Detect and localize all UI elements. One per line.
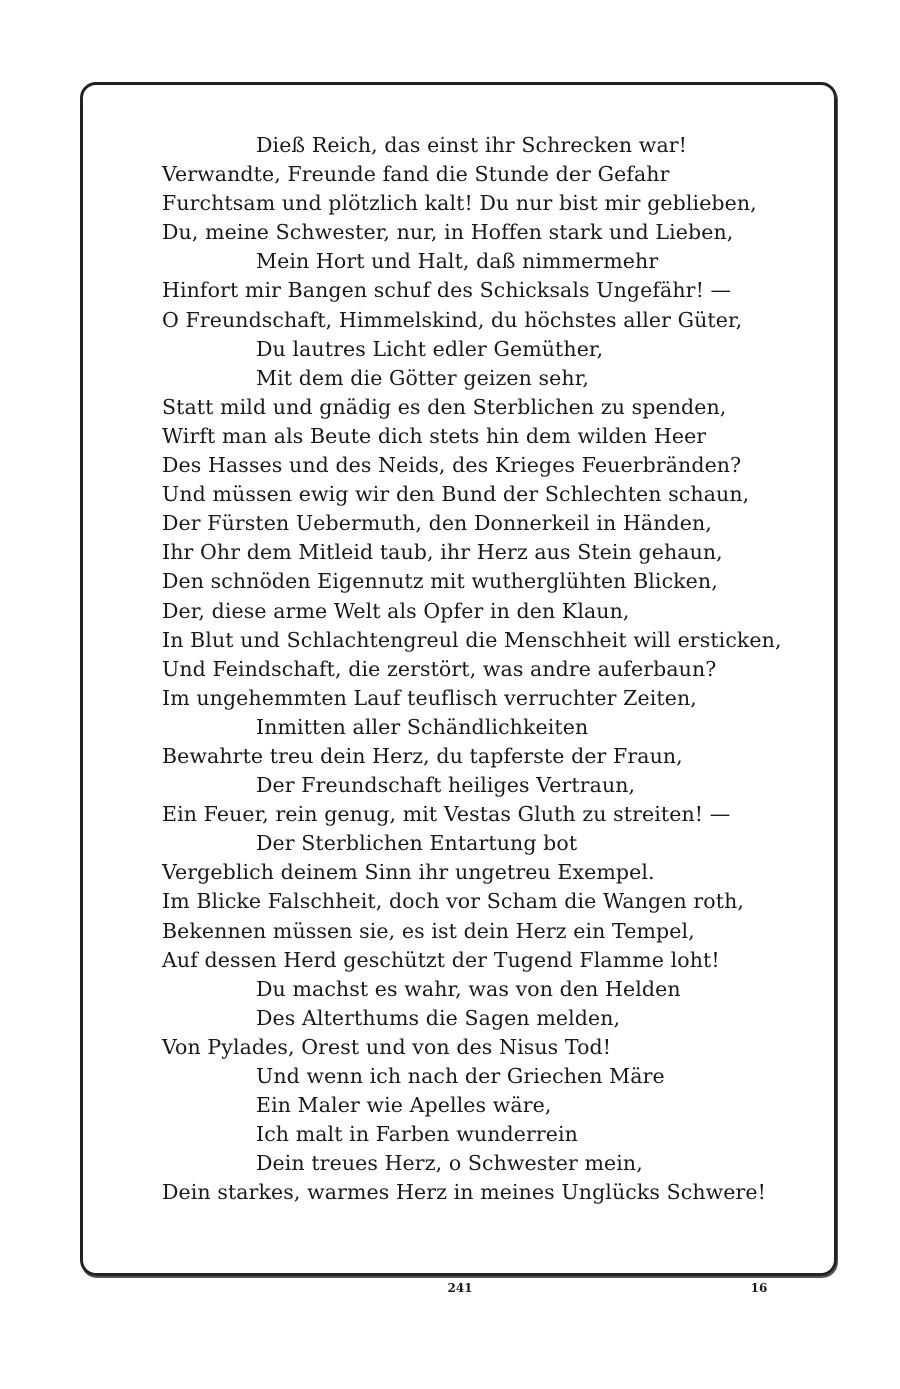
- poem-line: Und müssen ewig wir den Bund der Schlechten schaun,: [162, 482, 750, 507]
- page-number: 241: [447, 1281, 473, 1295]
- poem-line: Ein Maler wie Apelles wäre,: [256, 1093, 552, 1118]
- signature-mark: 16: [750, 1281, 768, 1295]
- poem-line: Bekennen müssen sie, es ist dein Herz ein Tempel,: [162, 918, 695, 943]
- poem-line: Vergeblich deinem Sinn ihr ungetreu Exempel.: [162, 860, 655, 885]
- poem-line: Der Freundschaft heiliges Vertraun,: [256, 773, 636, 798]
- poem-text-block: [162, 131, 802, 1207]
- poem-line: O Freundschaft, Himmelskind, du höchstes aller Güter,: [162, 307, 743, 332]
- poem-line: Des Hasses und des Neids, des Krieges Feuerbränden?: [162, 453, 742, 478]
- poem-line: In Blut und Schlachtengreul die Menschheit will ersticken,: [162, 627, 782, 652]
- poem-line: Hinfort mir Bangen schuf des Schicksals Ungefähr! —: [162, 278, 732, 303]
- poem-line: Bewahrte treu dein Herz, du tapferste der Fraun,: [162, 743, 683, 768]
- poem-line: Von Pylades, Orest und von des Nisus Tod!: [162, 1034, 612, 1059]
- poem-line: Ein Feuer, rein genug, mit Vestas Gluth zu streiten! —: [162, 802, 731, 827]
- poem-line: Der Sterblichen Entartung bot: [256, 831, 578, 856]
- poem-line: Ihr Ohr dem Mitleid taub, ihr Herz aus Stein gehaun,: [162, 540, 723, 565]
- poem-line: Du, meine Schwester, nur, in Hoffen stark und Lieben,: [162, 220, 734, 245]
- poem-line: Statt mild und gnädig es den Sterblichen zu spenden,: [162, 394, 727, 419]
- poem-line: Mit dem die Götter geizen sehr,: [256, 365, 589, 390]
- poem-line: Ich malt in Farben wunderrein: [256, 1122, 578, 1147]
- poem-line: Verwandte, Freunde fand die Stunde der Gefahr: [162, 162, 670, 187]
- poem-line: Mein Hort und Halt, daß nimmermehr: [256, 249, 659, 274]
- poem-line: Der, diese arme Welt als Opfer in den Klaun,: [162, 598, 630, 623]
- poem-line: Im Blicke Falschheit, doch vor Scham die Wangen roth,: [162, 889, 744, 914]
- poem-line: Inmitten aller Schändlichkeiten: [256, 714, 589, 739]
- poem-line: Wirft man als Beute dich stets hin dem wilden Heer: [162, 423, 707, 448]
- poem-line: Dieß Reich, das einst ihr Schrecken war!: [256, 133, 688, 157]
- poem-line: Du lautres Licht edler Gemüther,: [256, 336, 604, 361]
- poem-line: Des Alterthums die Sagen melden,: [256, 1005, 621, 1030]
- poem-line: Und Feindschaft, die zerstört, was andre auferbaun?: [162, 656, 717, 681]
- poem-line: Auf dessen Herd geschützt der Tugend Flamme loht!: [162, 947, 720, 972]
- poem-line: Furchtsam und plötzlich kalt! Du nur bist mir geblieben,: [162, 191, 757, 216]
- poem-line: Der Fürsten Uebermuth, den Donnerkeil in Händen,: [162, 511, 712, 536]
- poem-line: Du machst es wahr, was von den Helden: [256, 976, 681, 1001]
- poem-line: Dein starkes, warmes Herz in meines Unglücks Schwere!: [162, 1180, 766, 1205]
- poem-line: Und wenn ich nach der Griechen Märe: [256, 1064, 665, 1088]
- poem-line: Dein treues Herz, o Schwester mein,: [256, 1151, 643, 1176]
- poem-line: Den schnöden Eigennutz mit wutherglühten Blicken,: [162, 569, 718, 594]
- poem-line: Im ungehemmten Lauf teuflisch verruchter Zeiten,: [162, 685, 697, 710]
